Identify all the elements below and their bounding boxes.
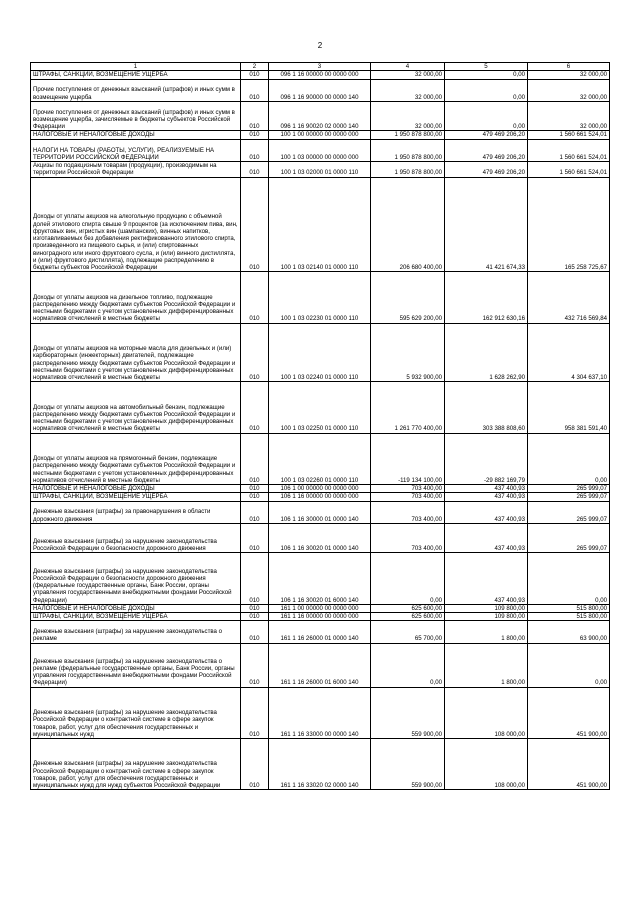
row-name: Доходы от уплаты акцизов на прямогонный бензин, подлежащие распределению между бюджетами субъектов Российской Федерации и местными бюджетами с учетом установленных дифференцированных нормативов отчислений в местные бюджеты (31, 433, 241, 484)
row-approved-amount: 559 900,00 (371, 687, 445, 738)
row-approved-amount: 1 261 770 400,00 (371, 382, 445, 433)
row-line-code: 010 (241, 485, 269, 493)
table-row (31, 71, 610, 79)
row-remaining-amount: 0,00 (528, 553, 610, 604)
row-line-code: 010 (241, 613, 269, 621)
row-budget-code: 100 1 03 00000 00 0000 000 (269, 139, 371, 161)
table-row (31, 621, 610, 643)
column-header: 5 (445, 63, 528, 71)
row-name: Денежные взыскания (штрафы) за нарушение законодательства Российской Федерации о контрактной системе в сфере закупок товаров, работ, услуг для обеспечения государственных и муниципальных нужд для нужд субъектов Российской Федерации (31, 739, 241, 790)
row-name: Денежные взыскания (штрафы) за нарушение законодательства о рекламе (31, 621, 241, 643)
row-line-code: 010 (241, 139, 269, 161)
row-line-code: 010 (241, 493, 269, 501)
row-remaining-amount: 958 381 591,40 (528, 382, 610, 433)
row-budget-code: 161 1 16 26000 01 0000 140 (269, 621, 371, 643)
row-executed-amount: 437 400,93 (445, 553, 528, 604)
row-approved-amount: 1 950 878 800,00 (371, 162, 445, 178)
row-remaining-amount: 451 900,00 (528, 739, 610, 790)
row-budget-code: 161 1 16 33020 02 0000 140 (269, 739, 371, 790)
table-row (31, 433, 610, 484)
row-approved-amount: 32 000,00 (371, 101, 445, 131)
table-row (31, 485, 610, 493)
table-row (31, 323, 610, 382)
row-line-code: 010 (241, 101, 269, 131)
column-header: 3 (269, 63, 371, 71)
row-approved-amount: 65 700,00 (371, 621, 445, 643)
row-line-code: 010 (241, 131, 269, 139)
column-header: 6 (528, 63, 610, 71)
row-name: Доходы от уплаты акцизов на алкогольную продукцию с объемной долей этилового спирта свыше 9 процентов (за исключением пива, вин, фруктовых вин, игристых вин (шампанских), винных напитков, изготавливаемых без добавления ректификованного этилового спирта, произведенного из пищевого сырья, и (или) спиртованных виноградного или иного фруктового сусла, и (или) винного дистиллята, и (или) фруктового дистиллята), подлежащие распределению в бюджеты субъектов Российской Федерации (31, 177, 241, 272)
row-name: Денежные взыскания (штрафы) за нарушение законодательства Российской Федерации о контрактной системе в сфере закупок товаров, работ, услуг для обеспечения государственных и муниципальных нужд (31, 687, 241, 738)
row-remaining-amount: 451 900,00 (528, 687, 610, 738)
row-budget-code: 100 1 03 02240 01 0000 110 (269, 323, 371, 382)
row-approved-amount: 625 600,00 (371, 604, 445, 612)
row-remaining-amount: 165 258 725,67 (528, 177, 610, 272)
table-body (31, 71, 610, 790)
row-executed-amount: 41 421 674,33 (445, 177, 528, 272)
row-executed-amount: 0,00 (445, 101, 528, 131)
row-budget-code: 161 1 16 00000 00 0000 000 (269, 613, 371, 621)
row-approved-amount: 1 950 878 800,00 (371, 131, 445, 139)
row-remaining-amount: 1 560 661 524,01 (528, 131, 610, 139)
row-line-code: 010 (241, 523, 269, 553)
table-row (31, 643, 610, 687)
row-name: НАЛОГИ НА ТОВАРЫ (РАБОТЫ, УСЛУГИ), РЕАЛИЗУЕМЫЕ НА ТЕРРИТОРИИ РОССИЙСКОЙ ФЕДЕРАЦИИ (31, 139, 241, 161)
row-remaining-amount: 432 716 569,84 (528, 272, 610, 323)
row-remaining-amount: 32 000,00 (528, 101, 610, 131)
row-approved-amount: 559 900,00 (371, 739, 445, 790)
row-budget-code: 096 1 16 00000 00 0000 000 (269, 71, 371, 79)
row-budget-code: 096 1 16 90000 00 0000 140 (269, 79, 371, 101)
row-remaining-amount: 0,00 (528, 643, 610, 687)
row-remaining-amount: 265 999,07 (528, 493, 610, 501)
row-line-code: 010 (241, 177, 269, 272)
revenue-report-table (30, 62, 610, 790)
row-executed-amount: 109 800,00 (445, 604, 528, 612)
row-name: НАЛОГОВЫЕ И НЕНАЛОГОВЫЕ ДОХОДЫ (31, 604, 241, 612)
row-line-code: 010 (241, 643, 269, 687)
row-remaining-amount: 63 900,00 (528, 621, 610, 643)
row-executed-amount: 108 000,00 (445, 687, 528, 738)
row-remaining-amount: 1 560 661 524,01 (528, 162, 610, 178)
row-name: НАЛОГОВЫЕ И НЕНАЛОГОВЫЕ ДОХОДЫ (31, 485, 241, 493)
row-budget-code: 096 1 16 90020 02 0000 140 (269, 101, 371, 131)
row-line-code: 010 (241, 323, 269, 382)
table-row (31, 613, 610, 621)
row-name: Доходы от уплаты акцизов на моторные масла для дизельных и (или) карбюраторных (инжекторных) двигателей, подлежащие распределению между бюджетами субъектов Российской Федерации и местными бюджетами с учетом установленных дифференцированных нормативов отчислений в местные бюджеты (31, 323, 241, 382)
row-remaining-amount: 265 999,07 (528, 523, 610, 553)
table-row (31, 493, 610, 501)
row-name: Акцизы по подакцизным товарам (продукции), производимым на территории Российской Федерации (31, 162, 241, 178)
table-row (31, 501, 610, 523)
row-approved-amount: 32 000,00 (371, 79, 445, 101)
column-header: 1 (31, 63, 241, 71)
row-budget-code: 161 1 16 33000 00 0000 140 (269, 687, 371, 738)
table-row (31, 604, 610, 612)
row-executed-amount: 479 469 206,20 (445, 162, 528, 178)
row-budget-code: 100 1 03 02260 01 0000 110 (269, 433, 371, 484)
row-name: НАЛОГОВЫЕ И НЕНАЛОГОВЫЕ ДОХОДЫ (31, 131, 241, 139)
row-line-code: 010 (241, 71, 269, 79)
table-row (31, 739, 610, 790)
row-approved-amount: 703 400,00 (371, 493, 445, 501)
row-approved-amount: 0,00 (371, 553, 445, 604)
row-executed-amount: 1 800,00 (445, 621, 528, 643)
column-header: 2 (241, 63, 269, 71)
row-approved-amount: 32 000,00 (371, 71, 445, 79)
row-approved-amount: 206 680 400,00 (371, 177, 445, 272)
row-remaining-amount: 32 000,00 (528, 71, 610, 79)
table-row (31, 553, 610, 604)
row-executed-amount: 1 800,00 (445, 643, 528, 687)
table-row (31, 382, 610, 433)
row-name: Прочие поступления от денежных взысканий (штрафов) и иных сумм в возмещение ущерба, зачисляемые в бюджеты субъектов Российской Федерации (31, 101, 241, 131)
row-executed-amount: 1 628 262,90 (445, 323, 528, 382)
table-row (31, 79, 610, 101)
row-approved-amount: 0,00 (371, 643, 445, 687)
row-budget-code: 106 1 16 30020 01 6000 140 (269, 553, 371, 604)
table-row (31, 272, 610, 323)
row-name: ШТРАФЫ, САНКЦИИ, ВОЗМЕЩЕНИЕ УЩЕРБА (31, 613, 241, 621)
row-name: Денежные взыскания (штрафы) за нарушение законодательства о рекламе (федеральные государственные органы, Банк России, органы управления государственными внебюджетными фондами Российской Федерации) (31, 643, 241, 687)
row-line-code: 010 (241, 687, 269, 738)
row-approved-amount: 595 629 200,00 (371, 272, 445, 323)
row-name: ШТРАФЫ, САНКЦИИ, ВОЗМЕЩЕНИЕ УЩЕРБА (31, 493, 241, 501)
row-line-code: 010 (241, 382, 269, 433)
row-remaining-amount: 32 000,00 (528, 79, 610, 101)
row-executed-amount: 303 388 808,60 (445, 382, 528, 433)
row-remaining-amount: 1 560 661 524,01 (528, 139, 610, 161)
table-row (31, 177, 610, 272)
row-approved-amount: 625 600,00 (371, 613, 445, 621)
row-remaining-amount: 4 304 637,10 (528, 323, 610, 382)
row-approved-amount: 703 400,00 (371, 485, 445, 493)
row-executed-amount: 437 400,93 (445, 485, 528, 493)
row-executed-amount: 0,00 (445, 79, 528, 101)
row-executed-amount: -29 882 169,79 (445, 433, 528, 484)
row-line-code: 010 (241, 79, 269, 101)
row-line-code: 010 (241, 501, 269, 523)
row-line-code: 010 (241, 433, 269, 484)
table-row (31, 131, 610, 139)
row-executed-amount: 437 400,93 (445, 493, 528, 501)
row-remaining-amount: 515 800,00 (528, 613, 610, 621)
row-executed-amount: 0,00 (445, 71, 528, 79)
row-name: Денежные взыскания (штрафы) за нарушение законодательства Российской Федерации о безопасности дорожного движения (31, 523, 241, 553)
row-executed-amount: 108 000,00 (445, 739, 528, 790)
row-budget-code: 106 1 16 30020 01 0000 140 (269, 523, 371, 553)
row-executed-amount: 109 800,00 (445, 613, 528, 621)
row-remaining-amount: 265 999,07 (528, 501, 610, 523)
row-name: Доходы от уплаты акцизов на дизельное топливо, подлежащие распределению между бюджетами субъектов Российской Федерации и местными бюджетами с учетом установленных дифференцированных нормативов отчислений в местные бюджеты (31, 272, 241, 323)
row-budget-code: 106 1 00 00000 00 0000 000 (269, 485, 371, 493)
row-budget-code: 100 1 03 02250 01 0000 110 (269, 382, 371, 433)
row-budget-code: 161 1 00 00000 00 0000 000 (269, 604, 371, 612)
table-header-row (31, 63, 610, 71)
row-name: Прочие поступления от денежных взысканий (штрафов) и иных сумм в возмещение ущерба (31, 79, 241, 101)
row-executed-amount: 162 912 630,16 (445, 272, 528, 323)
row-line-code: 010 (241, 621, 269, 643)
row-remaining-amount: 0,00 (528, 433, 610, 484)
row-executed-amount: 479 469 206,20 (445, 131, 528, 139)
row-budget-code: 100 1 03 02230 01 0000 110 (269, 272, 371, 323)
page-number: 2 (317, 41, 323, 50)
row-budget-code: 100 1 03 02140 01 0000 110 (269, 177, 371, 272)
row-approved-amount: 1 950 878 800,00 (371, 139, 445, 161)
row-line-code: 010 (241, 162, 269, 178)
row-executed-amount: 437 400,93 (445, 523, 528, 553)
table-row (31, 523, 610, 553)
row-executed-amount: 479 469 206,20 (445, 139, 528, 161)
row-budget-code: 106 1 16 30000 01 0000 140 (269, 501, 371, 523)
row-line-code: 010 (241, 739, 269, 790)
column-header: 4 (371, 63, 445, 71)
table-row (31, 162, 610, 178)
row-line-code: 010 (241, 553, 269, 604)
row-name: Денежные взыскания (штрафы) за правонарушения в области дорожного движения (31, 501, 241, 523)
row-budget-code: 100 1 03 02000 01 0000 110 (269, 162, 371, 178)
row-budget-code: 100 1 00 00000 00 0000 000 (269, 131, 371, 139)
row-name: Доходы от уплаты акцизов на автомобильный бензин, подлежащие распределению между бюджетами субъектов Российской Федерации и местными бюджетами с учетом установленных дифференцированных нормативов отчислений в местные бюджеты (31, 382, 241, 433)
row-budget-code: 106 1 16 00000 00 0000 000 (269, 493, 371, 501)
table-row (31, 687, 610, 738)
row-name: Денежные взыскания (штрафы) за нарушение законодательства Российской Федерации о безопасности дорожного движения (федеральные государственные органы, Банк России, органы управления государственными внебюджетными фондами Российской Федерации) (31, 553, 241, 604)
row-remaining-amount: 265 999,07 (528, 485, 610, 493)
row-approved-amount: -119 134 100,00 (371, 433, 445, 484)
row-executed-amount: 437 400,93 (445, 501, 528, 523)
row-approved-amount: 703 400,00 (371, 501, 445, 523)
row-remaining-amount: 515 800,00 (528, 604, 610, 612)
row-name: ШТРАФЫ, САНКЦИИ, ВОЗМЕЩЕНИЕ УЩЕРБА (31, 71, 241, 79)
row-approved-amount: 703 400,00 (371, 523, 445, 553)
table-row (31, 139, 610, 161)
row-line-code: 010 (241, 272, 269, 323)
row-budget-code: 161 1 16 26000 01 6000 140 (269, 643, 371, 687)
row-approved-amount: 5 932 900,00 (371, 323, 445, 382)
row-line-code: 010 (241, 604, 269, 612)
table-row (31, 101, 610, 131)
